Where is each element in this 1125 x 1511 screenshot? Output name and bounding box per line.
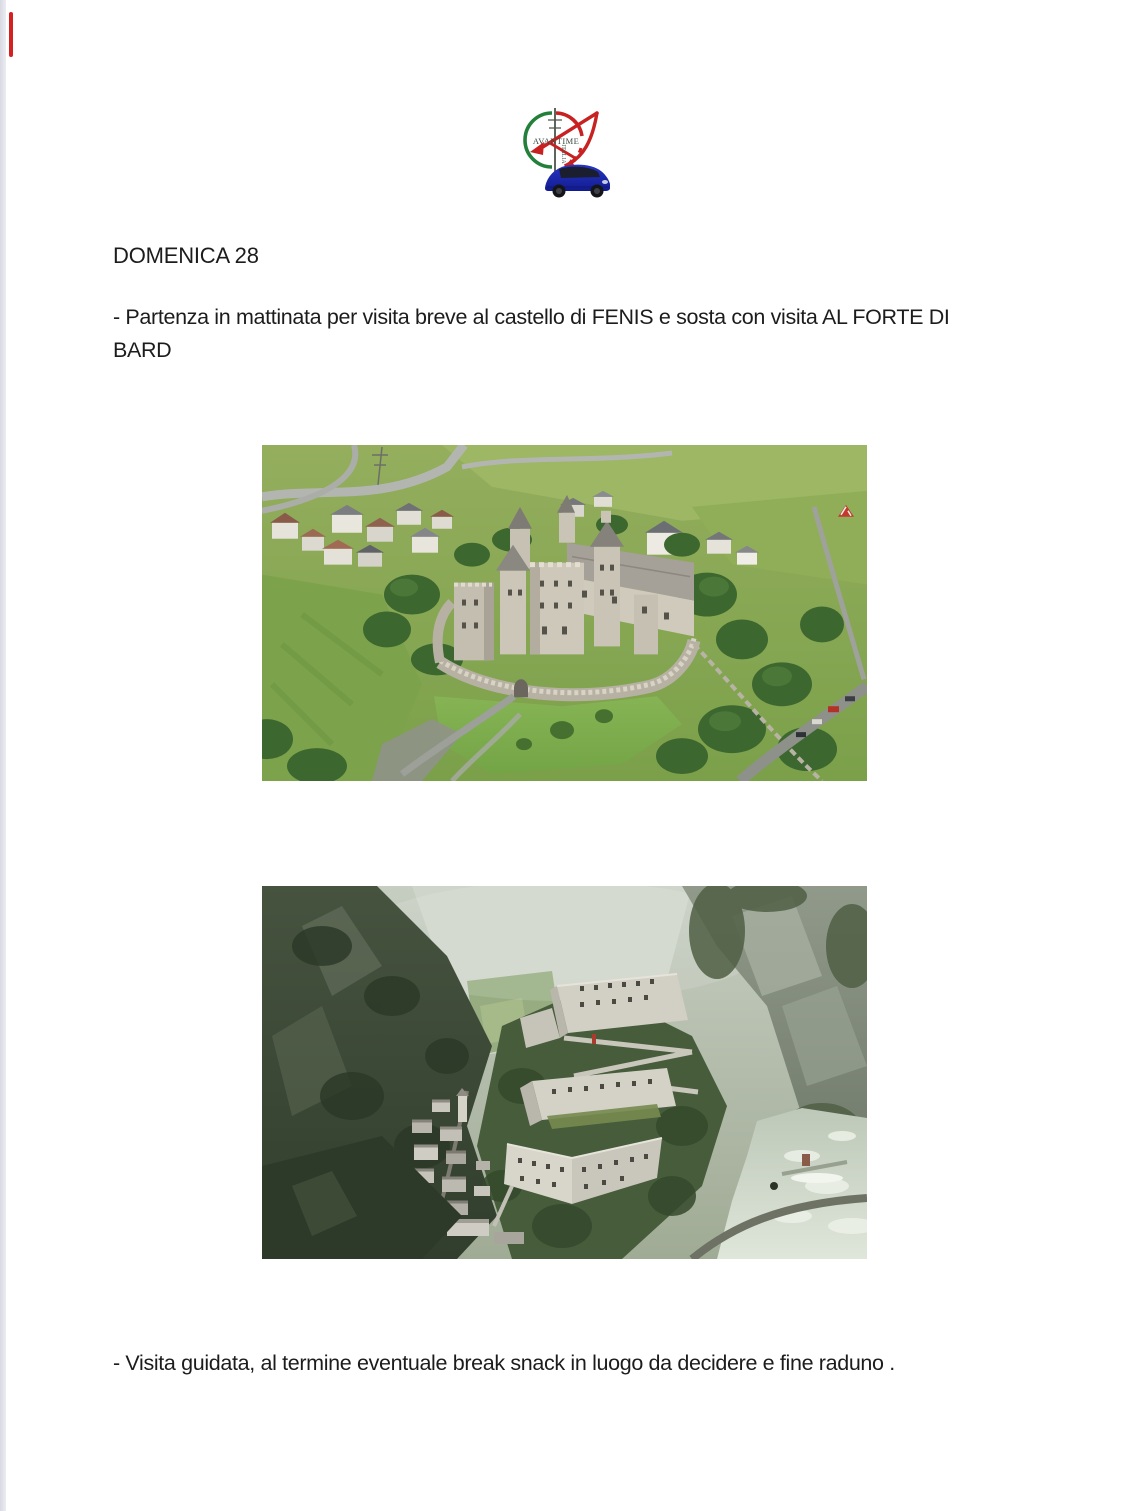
itinerary-line-1: - Partenza in mattinata per visita breve al castello di FENIS e sosta con visita AL FORTE DI	[113, 305, 950, 329]
closing-note: - Visita guidata, al termine eventuale break snack in luogo da decidere e fine raduno .	[113, 1351, 895, 1375]
logo-text-italia: ITALIA	[560, 144, 566, 164]
itinerary-paragraph	[113, 301, 950, 367]
club-car-icon	[541, 157, 613, 199]
red-annotation-mark	[9, 12, 13, 57]
fenis-castle-photo	[262, 445, 867, 781]
forte-di-bard-photo	[262, 886, 867, 1259]
page-left-edge	[0, 0, 6, 1511]
itinerary-line-2: BARD	[113, 338, 172, 362]
heading-domenica: DOMENICA 28	[113, 243, 259, 268]
logo-text-avantime: AVANTIME	[532, 136, 580, 146]
